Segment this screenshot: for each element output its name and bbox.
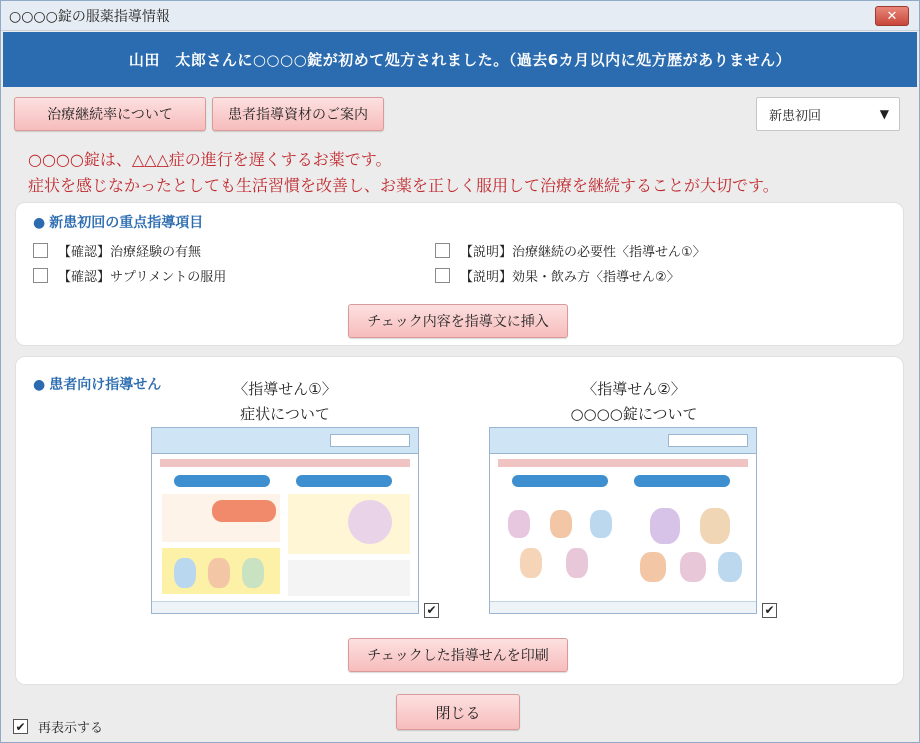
leaflet2-caption-line2: ○○○○錠について	[570, 405, 698, 423]
key-point-label: 【確認】サプリメントの服用	[58, 270, 227, 285]
bullet-icon: ●	[33, 377, 46, 393]
key-point-label: 【説明】治療継続の必要性〈指導せん①〉	[460, 245, 706, 260]
thumbnail-illustration	[718, 552, 742, 582]
title-bar	[1, 1, 919, 31]
visit-type-select[interactable]	[756, 97, 900, 131]
key-point-item[interactable]	[33, 241, 201, 260]
thumbnail-illustration	[212, 500, 276, 522]
visit-type-value: 新患初回	[769, 108, 822, 124]
leaflet1-caption-line1: 〈指導せん①〉	[233, 380, 337, 398]
thumbnail-footer	[490, 601, 756, 613]
leaflet1-caption	[151, 378, 419, 424]
key-point-item[interactable]	[435, 241, 706, 260]
treatment-continuation-button[interactable]: 治療継続率について	[14, 97, 206, 131]
close-button[interactable]: 閉じる	[396, 694, 520, 730]
thumbnail-illustration	[550, 510, 572, 538]
leaflet1-caption-line2: 症状について	[240, 405, 330, 423]
drug-message-line1: ○○○○錠は、△△△症の進行を遅くするお薬です。	[28, 150, 392, 169]
thumbnail-illustration	[520, 548, 542, 578]
thumbnail-illustration	[590, 510, 612, 538]
drug-message-line2: 症状を感じなかったとしても生活習慣を改善し、お薬を正しく服用して治療を継続することが大切です。	[28, 176, 779, 195]
leaflets-title-text: 患者向け指導せん	[49, 377, 162, 393]
thumbnail-illustration	[700, 508, 730, 544]
insert-checked-button[interactable]: チェック内容を指導文に挿入	[348, 304, 568, 338]
thumbnail-illustration	[208, 558, 230, 588]
thumbnail-subtitle-bar	[160, 459, 410, 467]
thumbnail-search-box	[330, 434, 410, 447]
thumbnail-illustration	[566, 548, 588, 578]
checkbox[interactable]: ✔	[762, 603, 777, 618]
bullet-icon: ●	[33, 215, 46, 231]
checkbox[interactable]: ✔	[424, 603, 439, 618]
leaflet1-thumbnail[interactable]	[151, 427, 419, 614]
prescription-banner: 山田 太郎さんに○○○○錠が初めて処方されました。（過去6カ月以内に処方歴がありません）	[3, 32, 917, 87]
reshow-label: 再表示する	[38, 721, 104, 736]
key-point-item[interactable]	[435, 266, 680, 285]
key-point-label: 【説明】効果・飲み方〈指導せん②〉	[460, 270, 680, 285]
window-title: ○○○○錠の服薬指導情報	[9, 8, 170, 25]
thumbnail-illustration	[640, 552, 666, 582]
thumbnail-illustration	[242, 558, 264, 588]
thumbnail-tab	[512, 475, 608, 487]
thumbnail-subtitle-bar	[498, 459, 748, 467]
thumbnail-illustration	[174, 558, 196, 588]
thumbnail-header	[490, 428, 756, 454]
leaflet2-caption-line1: 〈指導せん②〉	[582, 380, 686, 398]
leaflets-title	[33, 374, 161, 394]
key-points-title-text: 新患初回の重点指導項目	[49, 215, 204, 231]
leaflet2-check[interactable]	[762, 599, 777, 618]
close-window-button[interactable]: ✕	[875, 6, 909, 26]
thumbnail-tab	[296, 475, 392, 487]
thumbnail-illustration	[650, 508, 680, 544]
thumbnail-header	[152, 428, 418, 454]
thumbnail-illustration	[508, 510, 530, 538]
key-points-title	[33, 212, 203, 232]
dropdown-arrow-icon: ▼	[879, 107, 889, 121]
leaflet2-thumbnail[interactable]	[489, 427, 757, 614]
key-point-item[interactable]	[33, 266, 226, 285]
checkbox[interactable]	[435, 268, 450, 283]
thumbnail-footer	[152, 601, 418, 613]
thumbnail-block	[288, 560, 410, 596]
print-checked-leaflets-button[interactable]: チェックした指導せんを印刷	[348, 638, 568, 672]
thumbnail-illustration	[680, 552, 706, 582]
leaflet2-caption	[489, 378, 779, 424]
patient-materials-button[interactable]: 患者指導資材のご案内	[212, 97, 384, 131]
thumbnail-tab	[634, 475, 730, 487]
thumbnail-illustration	[348, 500, 392, 544]
reshow-checkbox[interactable]: ✔	[13, 719, 28, 734]
checkbox[interactable]	[435, 243, 450, 258]
key-point-label: 【確認】治療経験の有無	[58, 245, 202, 260]
reshow-option[interactable]	[13, 717, 103, 736]
leaflet1-check[interactable]	[424, 599, 439, 618]
thumbnail-search-box	[668, 434, 748, 447]
checkbox[interactable]	[33, 243, 48, 258]
thumbnail-tab	[174, 475, 270, 487]
checkbox[interactable]	[33, 268, 48, 283]
